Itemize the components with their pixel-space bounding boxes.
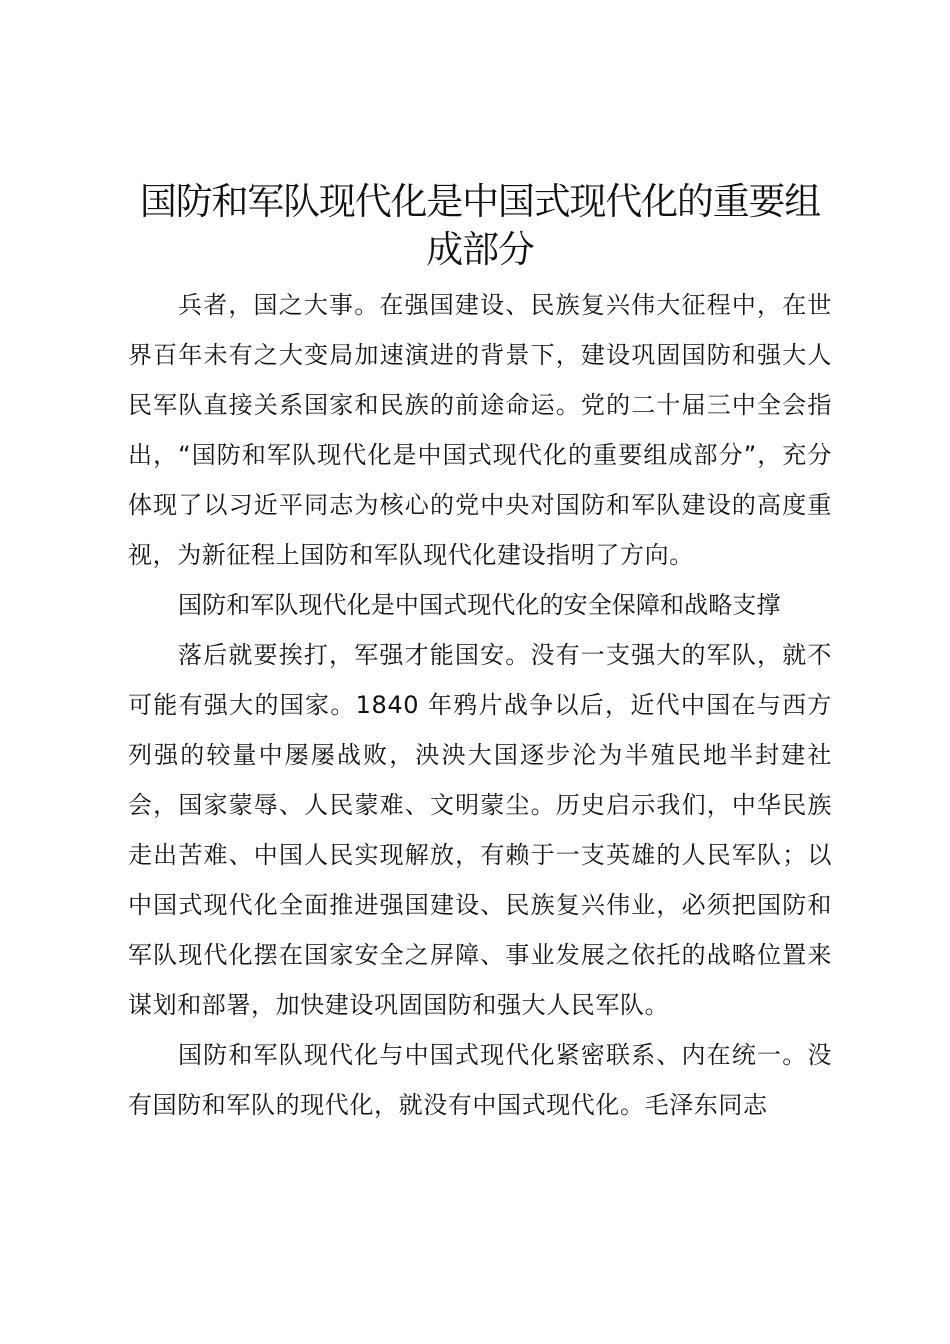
section-heading: 国防和军队现代化是中国式现代化的安全保障和战略支撑: [178, 591, 781, 619]
document-page: [128, 178, 832, 1130]
document-title: 国防和军队现代化是中国式现代化的重要组成部分: [139, 180, 821, 271]
paragraph-intro: 兵者，国之大事。在强国建设、民族复兴伟大征程中，在世界百年未有之大变局加速演进的背景下，建设巩固国防和强大人民军队直接关系国家和民族的前途命运。党的二十届三中全会指出，“国防和军队现代化是中国式现代化的重要组成部分”，充分体现了以习近平同志为核心的党中央对国防和军队建设的高度重视，为新征程上国防和军队现代化建设指明了方向。: [128, 291, 832, 569]
paragraph-history: 落后就要挨打，军强才能国安。没有一支强大的军队，就不可能有强大的国家。1840 年鸦片战争以后，近代中国在与西方列强的较量中屡屡战败，泱泱大国逐步沦为半殖民地半封建社会，国家蒙辱、人民蒙难、文明蒙尘。历史启示我们，中华民族走出苦难、中国人民实现解放，有赖于一支英雄的人民军队；以中国式现代化全面推进强国建设、民族复兴伟业，必须把国防和军队现代化摆在国家安全之屏障、事业发展之依托的战略位置来谋划和部署，加快建设巩固国防和强大人民军队。: [128, 641, 832, 1019]
paragraph-relationship: 国防和军队现代化与中国式现代化紧密联系、内在统一。没有国防和军队的现代化，就没有中国式现代化。毛泽东同志: [128, 1041, 832, 1119]
document-body: [128, 280, 832, 1130]
